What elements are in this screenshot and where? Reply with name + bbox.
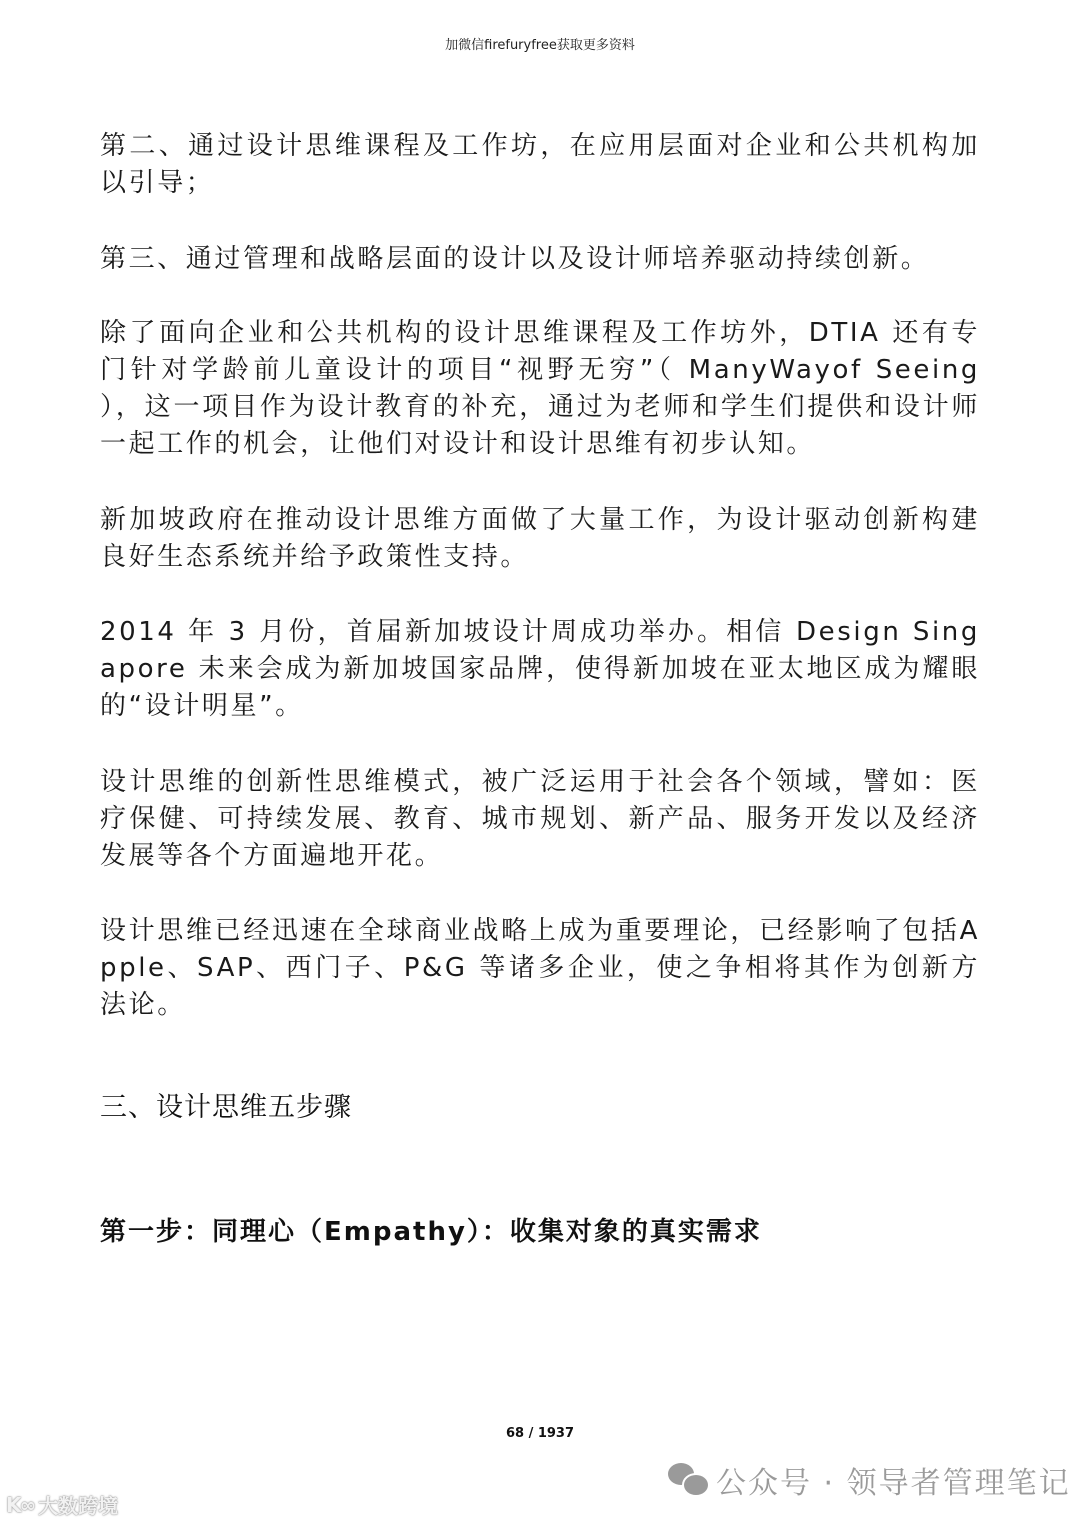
paragraph-7: 设计思维已经迅速在全球商业战略上成为重要理论，已经影响了包括Apple、SAP、西门子、P&G 等诸多企业，使之争相将其作为创新方法论。: [100, 916, 980, 1020]
paragraph-2: 第三、通过管理和战略层面的设计以及设计师培养驱动持续创新。: [100, 244, 930, 274]
brand-logo-icon: K∞: [6, 1492, 35, 1517]
paragraph-6: 设计思维的创新性思维模式，被广泛运用于社会各个领域，譬如：医疗保健、可持续发展、教育、城市规划、新产品、服务开发以及经济发展等各个方面遍地开花。: [100, 767, 980, 871]
paragraph-3: 除了面向企业和公共机构的设计思维课程及工作坊外，DTIA 还有专门针对学龄前儿童设计的项目“视野无穷”（ ManyWayof Seeing ），这一项目作为设计教育的补充，通过为老师和学生们提供和设计师一起工作的机会，让他们对设计和设计思维有初步认知。: [100, 318, 980, 459]
step-heading: 第一步：同理心（Empathy）：收集对象的真实需求: [100, 1217, 762, 1247]
header-note: 加微信firefuryfree获取更多资料: [445, 38, 635, 53]
brand-watermark-text: 大数跨境: [38, 1494, 119, 1518]
wechat-account-name: 公众号 · 领导者管理笔记: [716, 1466, 1071, 1501]
wechat-account-watermark: [668, 1458, 1071, 1502]
section-heading: 三、设计思维五步骤: [100, 1092, 352, 1123]
paragraph-4: 新加坡政府在推动设计思维方面做了大量工作，为设计驱动创新构建良好生态系统并给予政策性支持。: [100, 505, 980, 572]
brand-watermark: [6, 1490, 118, 1519]
paragraph-1: 第二、通过设计思维课程及工作坊，在应用层面对企业和公共机构加以引导；: [100, 131, 980, 198]
page-number: 68 / 1937: [505, 1426, 575, 1441]
wechat-icon: [668, 1463, 708, 1497]
paragraph-5: 2014 年 3 月份，首届新加坡设计周成功举办。相信 Design Singapore 未来会成为新加坡国家品牌，使得新加坡在亚太地区成为耀眼的“设计明星”。: [100, 617, 980, 721]
